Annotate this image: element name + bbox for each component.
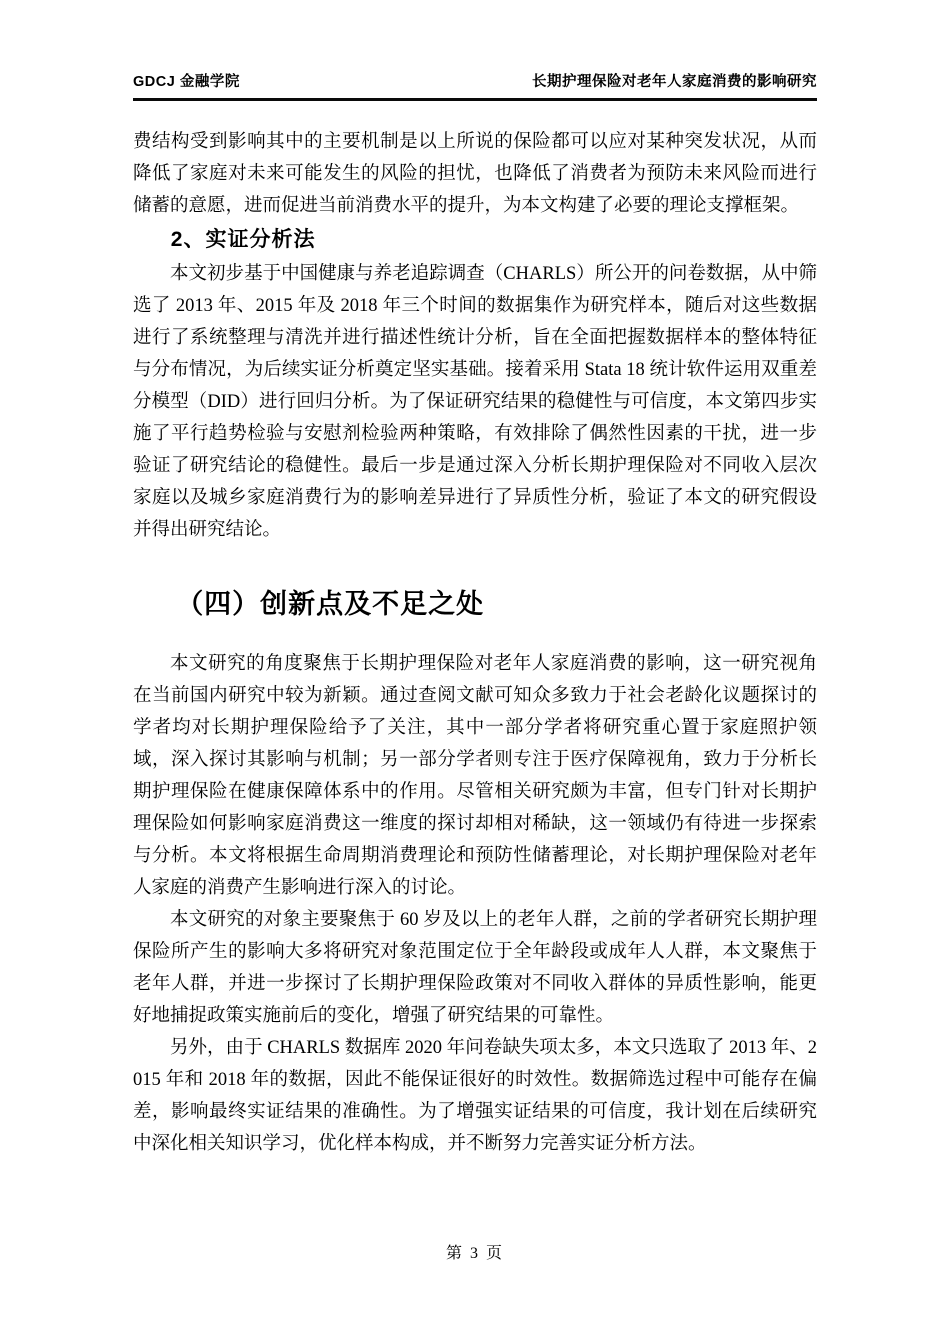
page-header (133, 70, 817, 101)
header-institution: GDCJ 金融学院 (133, 74, 240, 90)
subheading-empirical-method: 2、实证分析法 (170, 228, 316, 251)
page-footer (0, 1240, 950, 1263)
document-body (133, 126, 817, 1160)
paragraph-innovation-subjects: 本文研究的对象主要聚焦于 60 岁及以上的老年人群，之前的学者研究长期护理保险所产生的影响大多将研究对象范围定位于全年龄段或成年人人群，本文聚焦于老年人群，并进一步探讨了长期护理保险政策对不同收入群体的异质性影响，能更好地捕捉政策实施前后的变化，增强了研究结果的可靠性。 (133, 910, 817, 1026)
section-heading-innovation: （四）创新点及不足之处 (176, 589, 485, 619)
paragraph-limitations: 另外，由于 CHARLS 数据库 2020 年问卷缺失项太多，本文只选取了 2013 年、2015 年和 2018 年的数据，因此不能保证很好的时效性。数据筛选过程中可能存在偏差，影响最终实证结果的准确性。为了增强实证结果的可信度，我计划在后续研究中深化相关知识学习，优化样本构成，并不断努力完善实证分析方法。 (133, 1038, 817, 1154)
paragraph-continuation: 费结构受到影响其中的主要机制是以上所说的保险都可以应对某种突发状况，从而降低了家庭对未来可能发生的风险的担忧，也降低了消费者为预防未来风险而进行储蓄的意愿，进而促进当前消费水平的提升，为本文构建了必要的理论支撑框架。 (133, 132, 817, 216)
page-number: 第 3 页 (445, 1245, 504, 1262)
header-running-title: 长期护理保险对老年人家庭消费的影响研究 (532, 74, 817, 90)
paragraph-empirical-method: 本文初步基于中国健康与养老追踪调查（CHARLS）所公开的问卷数据，从中筛选了 2013 年、2015 年及 2018 年三个时间的数据集作为研究样本，随后对这些数据进行了系统整理与清洗并进行描述性统计分析，旨在全面把握数据样本的整体特征与分布情况，为后续实证分析奠定坚实基础。接着采用 Stata 18 统计软件运用双重差分模型（DID）进行回归分析。为了保证研究结果的稳健性与可信度，本文第四步实施了平行趋势检验与安慰剂检验两种策略，有效排除了偶然性因素的干扰，进一步验证了研究结论的稳健性。最后一步是通过深入分析长期护理保险对不同收入层次家庭以及城乡家庭消费行为的影响差异进行了异质性分析，验证了本文的研究假设并得出研究结论。 (133, 264, 817, 540)
paragraph-innovation-perspective: 本文研究的角度聚焦于长期护理保险对老年人家庭消费的影响，这一研究视角在当前国内研究中较为新颖。通过查阅文献可知众多致力于社会老龄化议题探讨的学者均对长期护理保险给予了关注，其中一部分学者将研究重心置于家庭照护领域，深入探讨其影响与机制；另一部分学者则专注于医疗保障视角，致力于分析长期护理保险在健康保障体系中的作用。尽管相关研究颇为丰富，但专门针对长期护理保险如何影响家庭消费这一维度的探讨却相对稀缺，这一领域仍有待进一步探索与分析。本文将根据生命周期消费理论和预防性储蓄理论，对长期护理保险对老年人家庭的消费产生影响进行深入的讨论。 (133, 654, 817, 898)
